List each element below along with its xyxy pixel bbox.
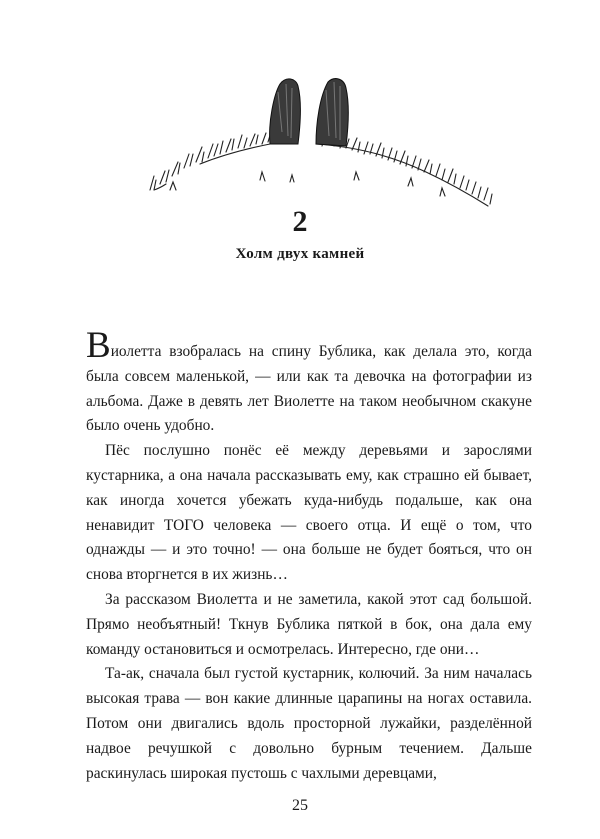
- chapter-title: Холм двух камней: [235, 246, 365, 262]
- chapter-body: [86, 325, 532, 786]
- chapter-number: 2: [292, 205, 308, 238]
- paragraph: [86, 325, 532, 439]
- two-stones-illustration: [140, 72, 500, 222]
- paragraph: Та-ак, сначала был густой кустарник, колючий. За ним началась высокая трава — вон какие длинные царапины на ногах оставила. Потом они двигались вдоль просторной лужайки, разделённой надвое речушкой с довольно бурным течением. Дальше раскинулась широкая пустошь с чахлыми деревцами,: [86, 665, 532, 782]
- drop-cap: В: [86, 325, 111, 366]
- page-number: 25: [292, 797, 308, 814]
- paragraph: Пёс послушно понёс её между деревьями и зарослями кустарника, а она начала рассказывать ему, как страшно ей бывает, как иногда хочется убежать куда-нибудь подальше, как она ненавидит ТОГО человека — своего отца. И ещё о том, что однажды — и это точно! — она больше не будет бояться, что он снова вторгнется в их жизнь…: [86, 442, 532, 584]
- paragraph: За рассказом Виолетта и не заметила, какой этот сад большой. Прямо необъятный! Ткнув Бублика пяткой в бок, она дала ему команду остановиться и осмотрелась. Интересно, где они…: [86, 590, 532, 658]
- paragraph-text: иолетта взобралась на спину Бублика, как делала это, когда была совсем маленькой, — или как та девочка на фотографии из альбома. Даже в девять лет Виолетте на таком необычном скакуне было очень удобно.: [86, 343, 532, 435]
